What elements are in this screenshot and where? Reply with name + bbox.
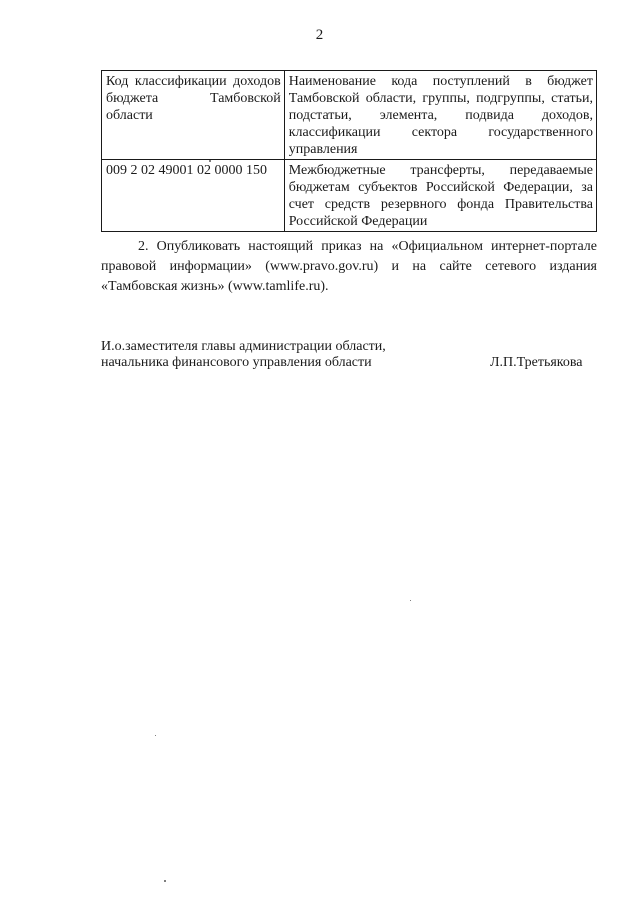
row-name-cell: Межбюджетные трансферты, передаваемые бюджетам субъектов Российской Федерации, за счет средств резервного фонда Правительства Российской Федерации — [284, 160, 596, 232]
table-row — [102, 160, 597, 232]
header-name-cell: Наименование кода поступлений в бюджет Тамбовской области, группы, подгруппы, статьи, подстатьи, элемента, подвида доходов, классификации сектора государственного управления — [284, 71, 596, 160]
signer-position-line1: И.о.заместителя главы администрации области, — [101, 339, 386, 354]
scan-speck — [164, 880, 166, 882]
signer-name: Л.П.Третьякова — [490, 355, 583, 370]
scan-speck — [155, 735, 156, 736]
publication-paragraph: 2. Опубликовать настоящий приказ на «Официальном интернет-портале правовой информации» (www.pravo.gov.ru) и на сайте сетевого издания «Тамбовская жизнь» (www.tamlife.ru). — [101, 239, 597, 294]
signer-position-line2: начальника финансового управления области — [101, 355, 372, 370]
table-header-row — [102, 71, 597, 160]
header-code-cell: Код классификации доходов бюджета Тамбовской области — [102, 71, 285, 160]
row-code-cell: 009 2 02 49001 02 0000 150 — [102, 160, 285, 232]
signer-position — [101, 339, 386, 371]
scan-speck — [410, 600, 411, 601]
page-number: 2 — [315, 27, 324, 43]
revenue-classification-table — [101, 70, 597, 232]
scan-speck — [209, 160, 211, 162]
